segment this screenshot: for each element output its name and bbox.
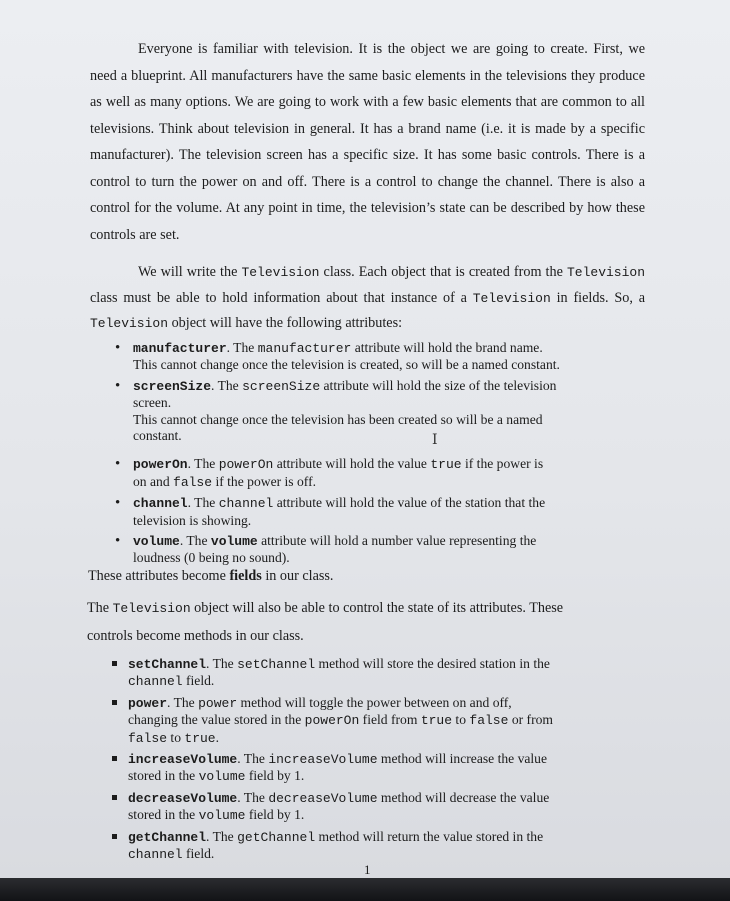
methods-intro-line1: The Television object will also be able to control the state of its attributes. These bbox=[87, 600, 564, 616]
methods-intro-line2: controls become methods in our class. bbox=[87, 628, 304, 644]
page-number: 1 bbox=[364, 862, 371, 877]
list-item: • powerOn. The powerOn attribute will hold the value true if the power is on and false if the power is off. bbox=[115, 456, 544, 490]
square-bullet-icon bbox=[112, 700, 117, 705]
list-item: power. The power method will toggle the power between on and off, changing the value stored in the powerOn field from true to false or from false to true. bbox=[110, 695, 630, 747]
bottom-edge-shadow bbox=[0, 878, 730, 901]
attributes-list bbox=[115, 340, 635, 567]
bullet-icon: • bbox=[115, 533, 121, 550]
bullet-icon: • bbox=[115, 456, 121, 473]
intro-paragraph: Everyone is familiar with television. It is the object we are going to create. First, we need a blueprint. All manufacturers have the same basic elements in the televisions they produce as well as many options. We are going to work with a few basic elements that are common to all televisions. Think about television in general. It has a brand name (i.e. it is made by a specific manufacturer). The television screen has a specific size. It has some basic controls. There is a control to turn the power on and off. There is a control to change the channel. There is also a control for the volume. At any point in time, the television’s state can be described by how these controls are set. bbox=[90, 41, 645, 243]
bullet-icon: • bbox=[115, 340, 121, 356]
list-item: • volume. The volume attribute will hold a number value representing the loudness (0 being no sound). bbox=[115, 533, 537, 566]
list-item: • screenSize. The screenSize attribute will hold the size of the television screen. This cannot change once the television has been created so will be a named constant. bbox=[115, 377, 557, 444]
list-item: increaseVolume. The increaseVolume method will increase the value stored in the volume field by 1. bbox=[110, 751, 630, 786]
square-bullet-icon bbox=[112, 834, 117, 839]
bullet-icon: • bbox=[115, 377, 121, 394]
square-bullet-icon bbox=[112, 795, 117, 800]
class-paragraph: We will write the Television class. Each object that is created from the Television class must be able to hold information about that instance of a Television in fields. So, a Television object will have the following attributes: bbox=[90, 264, 646, 331]
text-cursor-icon: Ⅰ bbox=[432, 433, 438, 448]
list-item: • channel. The channel attribute will hold the value of the station that the television is showing. bbox=[115, 495, 546, 528]
square-bullet-icon bbox=[112, 756, 117, 761]
fields-sentence: These attributes become fields in our class. bbox=[88, 568, 334, 584]
methods-list bbox=[110, 656, 630, 863]
square-bullet-icon bbox=[112, 661, 117, 666]
list-item: getChannel. The getChannel method will return the value stored in the channel field. bbox=[110, 829, 630, 864]
list-item: • manufacturer. The manufacturer attribute will hold the brand name. This cannot change once the television is created, so will be a named constant. bbox=[115, 340, 560, 373]
list-item: setChannel. The setChannel method will store the desired station in the channel field. bbox=[110, 656, 630, 691]
list-item: decreaseVolume. The decreaseVolume method will decrease the value stored in the volume field by 1. bbox=[110, 790, 630, 825]
bullet-icon: • bbox=[115, 495, 121, 512]
